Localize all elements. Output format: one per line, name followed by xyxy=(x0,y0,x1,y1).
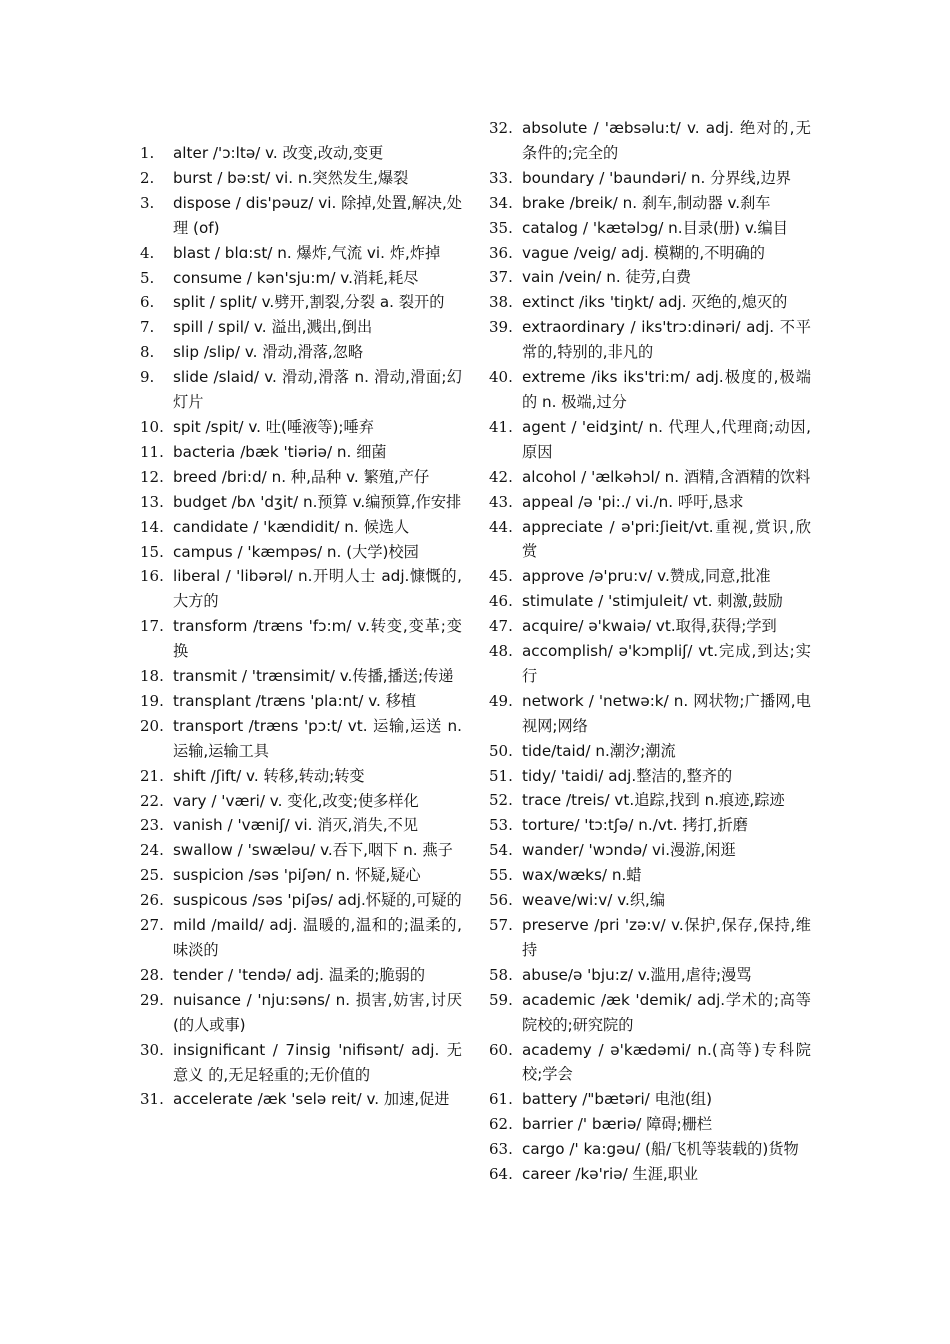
entry-number: 31. xyxy=(140,1090,164,1109)
vocab-entry xyxy=(140,789,462,814)
vocab-entry xyxy=(140,415,462,440)
entry-text: split / split/ v.劈开,割裂,分裂 a. 裂开的 xyxy=(173,293,445,312)
vocab-entry xyxy=(140,614,462,664)
vocab-entry xyxy=(489,166,811,191)
entry-text: slide /slaid/ v. 滑动,滑落 n. 滑动,滑面;幻灯片 xyxy=(173,368,462,412)
entry-text: weave/wi:v/ v.织,编 xyxy=(522,891,666,910)
vocab-entry xyxy=(140,241,462,266)
entry-text: burst / bə:st/ vi. n.突然发生,爆裂 xyxy=(173,168,409,187)
vocab-entry xyxy=(489,1112,811,1137)
entry-text: blast / blɑ:st/ n. 爆炸,气流 vi. 炸,炸掉 xyxy=(173,243,441,262)
vocab-entry xyxy=(140,141,462,166)
vocab-entry xyxy=(140,913,462,963)
entry-text: liberal / 'libərəl/ n.开明人士 adj.慷慨的,大方的 xyxy=(173,567,462,611)
entry-text: extraordinary / iks'trɔ:dinəri/ adj. 不平常的,特别的,非凡的 xyxy=(522,318,811,362)
vocab-entry xyxy=(140,888,462,913)
vocab-entry xyxy=(489,639,811,689)
entry-number: 25. xyxy=(140,866,164,885)
entry-number: 12. xyxy=(140,467,164,486)
entry-text: extreme /iks iks'tri:m/ adj.极度的,极端的 n. 极端,过分 xyxy=(522,368,811,411)
entry-number: 18. xyxy=(140,667,164,686)
entry-text: shift /ʃift/ v. 转移,转动;转变 xyxy=(173,766,365,785)
entry-text: campus / 'kæmpəs/ n. (大学)校园 xyxy=(173,542,419,561)
entry-number: 44. xyxy=(489,517,513,536)
entry-text: trace /treis/ vt.追踪,找到 n.痕迹,踪迹 xyxy=(522,791,785,810)
entry-number: 27. xyxy=(140,916,164,935)
vocab-entry xyxy=(140,1087,462,1112)
entry-text: breed /bri:d/ n. 种,品种 v. 繁殖,产仔 xyxy=(173,467,430,486)
vocab-entry xyxy=(489,241,811,266)
vocab-entry xyxy=(489,1137,811,1162)
vocab-entry xyxy=(140,365,462,415)
vocab-entry xyxy=(489,116,811,166)
entry-number: 4. xyxy=(140,243,155,262)
entry-number: 5. xyxy=(140,268,155,287)
entry-text: accelerate /æk 'selə reit/ v. 加速,促进 xyxy=(173,1090,450,1109)
entry-number: 30. xyxy=(140,1040,164,1059)
vocab-entry xyxy=(140,290,462,315)
entry-text: alcohol / 'ælkəhɔl/ n. 酒精,含酒精的饮料 xyxy=(522,467,811,486)
entry-number: 41. xyxy=(489,417,513,436)
entry-text: extinct /iks 'tiŋkt/ adj. 灭绝的,熄灭的 xyxy=(522,293,788,312)
vocab-entry xyxy=(489,589,811,614)
vocab-entry xyxy=(140,664,462,689)
vocab-column-left xyxy=(140,141,462,1112)
entry-text: appeal /ə 'pi:./ vi./n. 呼吁,恳求 xyxy=(522,492,744,511)
entry-number: 51. xyxy=(489,766,513,785)
entry-number: 7. xyxy=(140,318,155,337)
entry-number: 29. xyxy=(140,990,164,1009)
entry-text: barrier /' bæriə/ 障碍;栅栏 xyxy=(522,1115,713,1134)
vocab-entry xyxy=(489,1087,811,1112)
entry-text: brake /breik/ n. 刹车,制动器 v.刹车 xyxy=(522,193,771,212)
vocab-entry xyxy=(140,340,462,365)
entry-text: boundary / 'baundəri/ n. 分界线,边界 xyxy=(522,168,791,187)
entry-number: 48. xyxy=(489,642,513,661)
entry-text: stimulate / 'stimjuleit/ vt. 刺激,鼓励 xyxy=(522,592,783,611)
entry-text: transport /træns 'pɔ:t/ vt. 运输,运送 n. 运输,运输工具 xyxy=(173,716,462,760)
vocab-entry xyxy=(489,465,811,490)
vocab-entry xyxy=(489,614,811,639)
vocab-entry xyxy=(140,813,462,838)
vocab-entry xyxy=(489,913,811,963)
vocab-entry xyxy=(140,564,462,614)
entry-text: vanish / 'væniʃ/ vi. 消灭,消失,不见 xyxy=(173,816,419,835)
vocab-entry xyxy=(140,838,462,863)
entry-number: 49. xyxy=(489,691,513,710)
vocab-entry xyxy=(489,689,811,739)
entry-number: 45. xyxy=(489,567,513,586)
entry-number: 46. xyxy=(489,592,513,611)
entry-text: swallow / 'swæləu/ v.吞下,咽下 n. 燕子 xyxy=(173,841,453,860)
entry-number: 9. xyxy=(140,368,155,387)
entry-number: 35. xyxy=(489,218,513,237)
vocab-entry xyxy=(140,988,462,1038)
entry-number: 53. xyxy=(489,816,513,835)
entry-number: 52. xyxy=(489,791,513,810)
vocab-entry xyxy=(140,1038,462,1088)
entry-number: 13. xyxy=(140,492,164,511)
entry-number: 2. xyxy=(140,168,155,187)
entry-text: acquire/ ə'kwaiə/ vt.取得,获得;学到 xyxy=(522,617,777,636)
vocab-entry xyxy=(140,689,462,714)
entry-text: spit /spit/ v. 吐(唾液等);唾弃 xyxy=(173,417,374,436)
entry-text: transplant /træns 'pla:nt/ v. 移植 xyxy=(173,691,417,710)
entry-number: 26. xyxy=(140,891,164,910)
entry-number: 55. xyxy=(489,866,513,885)
entry-number: 34. xyxy=(489,193,513,212)
entry-text: appreciate / ə'pri:ʃieit/vt.重视,赏识,欣赏 xyxy=(522,517,811,561)
entry-text: spill / spil/ v. 溢出,溅出,倒出 xyxy=(173,318,373,337)
entry-text: battery /"bætəri/ 电池(组) xyxy=(522,1090,713,1109)
entry-number: 10. xyxy=(140,417,164,436)
entry-number: 42. xyxy=(489,467,513,486)
entry-number: 20. xyxy=(140,716,164,735)
entry-number: 15. xyxy=(140,542,164,561)
entry-text: budget /bʌ 'dʒit/ n.预算 v.编预算,作安排 xyxy=(173,492,462,511)
entry-text: consume / kən'sju:m/ v.消耗,耗尽 xyxy=(173,268,419,287)
vocab-entry xyxy=(489,415,811,465)
vocab-entry xyxy=(489,988,811,1038)
entry-number: 3. xyxy=(140,193,155,212)
entry-number: 39. xyxy=(489,318,513,337)
vocab-entry xyxy=(489,1162,811,1187)
entry-text: academic /æk 'demik/ adj.学术的;高等院校的;研究院的 xyxy=(522,990,811,1034)
entry-number: 17. xyxy=(140,617,164,636)
entry-number: 11. xyxy=(140,442,164,461)
entry-number: 62. xyxy=(489,1115,513,1134)
entry-text: career /kə'riə/ 生涯,职业 xyxy=(522,1165,699,1184)
vocab-entry xyxy=(489,788,811,813)
vocab-entry xyxy=(489,888,811,913)
entry-number: 50. xyxy=(489,741,513,760)
entry-number: 47. xyxy=(489,617,513,636)
entry-number: 58. xyxy=(489,965,513,984)
vocab-entry xyxy=(489,191,811,216)
vocab-entry xyxy=(140,490,462,515)
entry-number: 63. xyxy=(489,1140,513,1159)
entry-text: absolute / 'æbsəlu:t/ v. adj. 绝对的,无条件的;完全的 xyxy=(522,119,811,162)
vocab-entry xyxy=(489,963,811,988)
vocab-entry xyxy=(489,315,811,365)
entry-text: slip /slip/ v. 滑动,滑落,忽略 xyxy=(173,343,364,362)
vocab-entry xyxy=(140,440,462,465)
entry-number: 59. xyxy=(489,990,513,1009)
entry-text: nuisance / 'nju:səns/ n. 损害,妨害,讨厌(的人或事) xyxy=(173,990,462,1034)
vocab-entry xyxy=(140,515,462,540)
entry-text: transform /træns 'fɔ:m/ v.转变,变革;变换 xyxy=(173,617,462,661)
entry-number: 56. xyxy=(489,891,513,910)
entry-text: tide/taid/ n.潮汐;潮流 xyxy=(522,741,676,760)
entry-number: 21. xyxy=(140,766,164,785)
entry-text: dispose / dis'pəuz/ vi. 除掉,处置,解决,处理 (of) xyxy=(173,193,462,237)
vocab-entry xyxy=(140,315,462,340)
vocab-entry xyxy=(489,265,811,290)
vocab-entry xyxy=(489,290,811,315)
vocab-column-right xyxy=(489,116,811,1187)
entry-number: 19. xyxy=(140,691,164,710)
entry-number: 60. xyxy=(489,1040,513,1059)
entry-number: 1. xyxy=(140,144,155,162)
entry-number: 38. xyxy=(489,293,513,312)
entry-number: 36. xyxy=(489,243,513,262)
vocab-entry xyxy=(489,365,811,415)
entry-text: academy / ə'kædəmi/ n.(高等)专科院校;学会 xyxy=(522,1040,811,1084)
entry-text: preserve /pri 'zə:v/ v.保护,保存,保持,维持 xyxy=(522,916,811,959)
entry-number: 40. xyxy=(489,368,513,387)
entry-text: candidate / 'kændidit/ n. 候选人 xyxy=(173,517,410,536)
entry-number: 24. xyxy=(140,841,164,860)
entry-number: 6. xyxy=(140,293,155,312)
vocab-entry xyxy=(140,465,462,490)
entry-number: 23. xyxy=(140,816,164,835)
vocab-entry xyxy=(489,863,811,888)
entry-number: 14. xyxy=(140,517,164,536)
entry-number: 8. xyxy=(140,343,155,362)
entry-text: approve /ə'pru:v/ v.赞成,同意,批准 xyxy=(522,567,771,586)
entry-text: cargo /' ka:gəu/ (船/飞机等装载的)货物 xyxy=(522,1140,799,1159)
entry-number: 28. xyxy=(140,965,164,984)
entry-text: transmit / 'trænsimit/ v.传播,播送;传递 xyxy=(173,667,454,686)
entry-number: 22. xyxy=(140,791,164,810)
entry-text: mild /maild/ adj. 温暖的,温和的;温柔的,味淡的 xyxy=(173,916,462,959)
vocab-entry xyxy=(489,739,811,764)
entry-text: suspicion /səs 'piʃən/ n. 怀疑,疑心 xyxy=(173,866,421,885)
entry-text: insignificant / 7insig 'nifisənt/ adj. 无意义 的,无足轻重的;无价值的 xyxy=(173,1040,462,1084)
vocab-entry xyxy=(489,216,811,241)
vocab-entry xyxy=(140,191,462,241)
vocab-entry xyxy=(489,564,811,589)
entry-number: 33. xyxy=(489,168,513,187)
vocab-entry xyxy=(140,764,462,789)
vocab-entry xyxy=(140,166,462,191)
entry-number: 37. xyxy=(489,268,513,287)
entry-number: 43. xyxy=(489,492,513,511)
entry-number: 57. xyxy=(489,916,513,934)
entry-text: vague /veig/ adj. 模糊的,不明确的 xyxy=(522,243,765,262)
entry-number: 16. xyxy=(140,567,164,586)
vocab-entry xyxy=(140,963,462,988)
vocab-entry xyxy=(140,863,462,888)
vocab-entry xyxy=(489,515,811,565)
entry-text: accomplish/ ə'kɔmpliʃ/ vt.完成,到达;实行 xyxy=(522,642,811,685)
entry-text: tender / 'tendə/ adj. 温柔的;脆弱的 xyxy=(173,965,426,984)
vocab-entry xyxy=(489,838,811,863)
entry-text: wax/wæks/ n.蜡 xyxy=(522,866,642,885)
entry-text: wander/ 'wɔndə/ vi.漫游,闲逛 xyxy=(522,841,736,860)
entry-number: 32. xyxy=(489,119,513,137)
entry-text: suspicous /səs 'piʃəs/ adj.怀疑的,可疑的 xyxy=(173,891,462,910)
entry-number: 64. xyxy=(489,1165,513,1184)
entry-number: 54. xyxy=(489,841,513,860)
vocab-entry xyxy=(140,540,462,565)
entry-text: vary / 'væri/ v. 变化,改变;使多样化 xyxy=(173,791,419,810)
entry-text: tidy/ 'taidi/ adj.整洁的,整齐的 xyxy=(522,766,733,785)
vocab-entry xyxy=(489,1038,811,1088)
entry-text: torture/ 'tɔ:tʃə/ n./vt. 拷打,折磨 xyxy=(522,816,748,835)
vocab-entry xyxy=(489,764,811,789)
vocab-entry xyxy=(140,266,462,291)
entry-text: alter /'ɔ:ltə/ v. 改变,改动,变更 xyxy=(173,144,384,162)
vocab-entry xyxy=(489,490,811,515)
entry-text: abuse/ə 'bju:z/ v.滥用,虐待;漫骂 xyxy=(522,965,752,984)
vocab-entry xyxy=(140,714,462,764)
entry-text: catalog / 'kætəlɔg/ n.目录(册) v.编目 xyxy=(522,218,788,237)
entry-text: network / 'netwə:k/ n. 网状物;广播网,电视网;网络 xyxy=(522,691,811,735)
entry-text: bacteria /bæk 'tiəriə/ n. 细菌 xyxy=(173,442,387,461)
vocab-entry xyxy=(489,813,811,838)
entry-text: agent / 'eidʒint/ n. 代理人,代理商;动因,原因 xyxy=(522,417,811,461)
entry-number: 61. xyxy=(489,1090,513,1109)
entry-text: vain /vein/ n. 徒劳,白费 xyxy=(522,268,692,287)
